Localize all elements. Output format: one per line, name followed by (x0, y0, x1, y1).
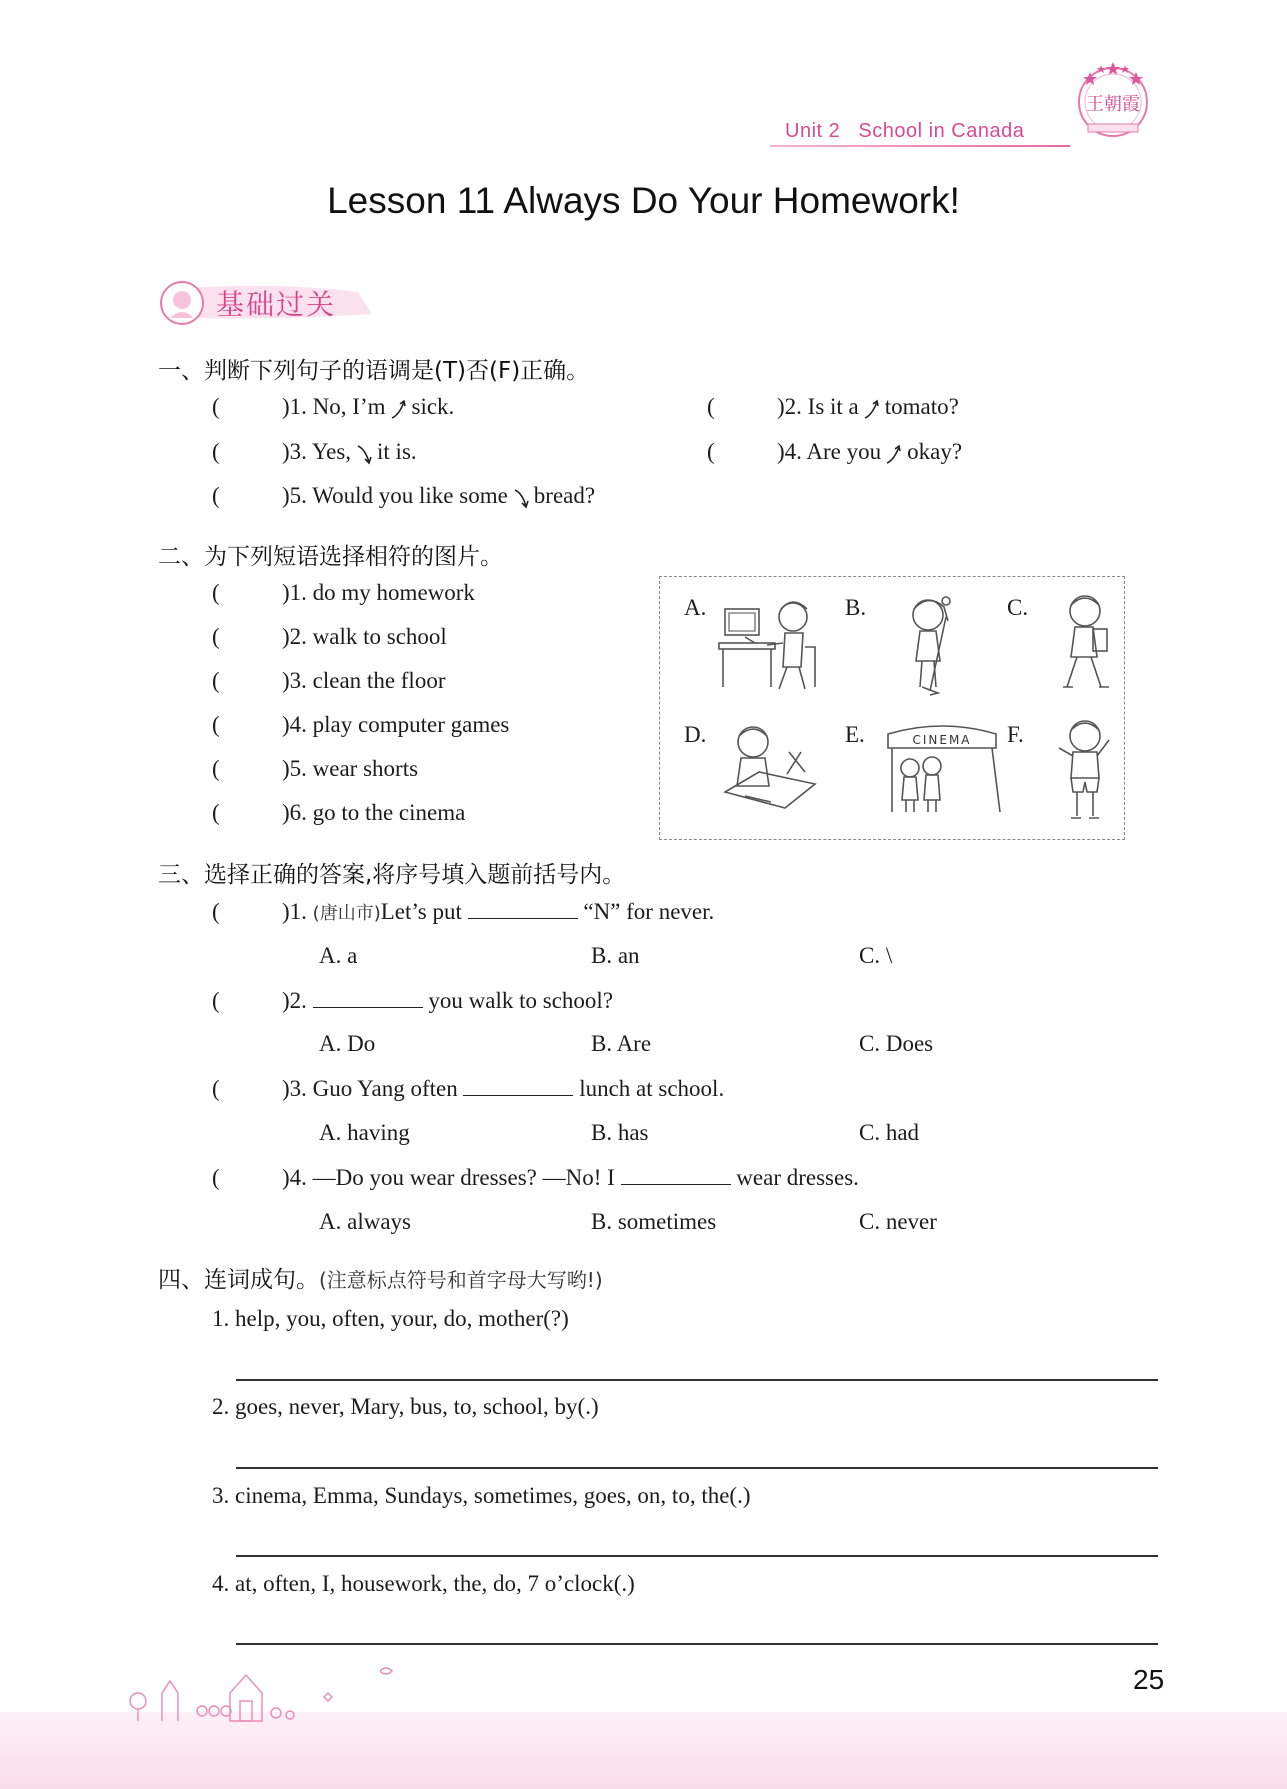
pic-label-d: D. (684, 722, 707, 747)
part3-q4-option-c: C. never (859, 1209, 937, 1234)
answer-line-3[interactable] (236, 1555, 1158, 1557)
boy-shorts-icon (1045, 712, 1125, 827)
part3-q2-option-a: A. Do (319, 1031, 376, 1056)
pic-label-f: F. (1007, 722, 1024, 747)
part3-q2-option-b: B. Are (591, 1031, 652, 1056)
page-number: 25 (1133, 1664, 1165, 1695)
cinema-icon (878, 712, 1008, 822)
part4-heading (158, 1261, 603, 1294)
answer-blank[interactable] (621, 1164, 731, 1185)
part3-q1-option-a: A. a (319, 943, 358, 968)
publisher-logo-icon (1072, 58, 1154, 140)
rising-arrow-icon (884, 442, 904, 466)
part2-item-3: ( )3. clean the floor (212, 668, 446, 693)
town-decoration-icon (118, 1655, 418, 1725)
part3-question-1: ( )1. (唐山市)Let’s put “N” for never. (212, 899, 715, 924)
part1-item-3: ( )3. Yes, it is. (212, 439, 417, 464)
pic-label-b: B. (845, 595, 867, 620)
logo-text: 王朝霞 (1086, 94, 1140, 115)
unit-number: Unit 2 (785, 120, 841, 142)
part4-note: (注意标点符号和首字母大写哟!) (319, 1268, 603, 1292)
girl-sweeping-icon (890, 587, 980, 697)
part3-q3-option-a: A. having (319, 1120, 410, 1145)
part1-item-4: ( )4. Are you okay? (707, 439, 963, 464)
unit-title: School in Canada (858, 120, 1025, 142)
part2-heading: 二、为下列短语选择相符的图片。 (158, 544, 503, 570)
part3-q4-option-b: B. sometimes (591, 1209, 717, 1234)
part3-q2-option-c: C. Does (859, 1031, 934, 1056)
part3-heading: 三、选择正确的答案,将序号填入题前括号内。 (158, 862, 626, 888)
part3-q3-option-b: B. has (591, 1120, 649, 1145)
pic-label-a: A. (684, 595, 707, 620)
answer-line-4[interactable] (236, 1643, 1158, 1645)
section-label: 基础过关 (216, 288, 337, 321)
picture-box (659, 576, 1125, 840)
header-rule (770, 145, 1070, 147)
unit-header (785, 120, 1024, 143)
answer-line-2[interactable] (236, 1467, 1158, 1469)
falling-arrow-icon (354, 442, 374, 466)
falling-arrow-icon (511, 486, 531, 510)
part2-item-1: ( )1. do my homework (212, 580, 475, 605)
part3-q1-option-b: B. an (591, 943, 640, 968)
part4-heading-text: 四、连词成句。 (158, 1267, 319, 1293)
part4-item-1: 1. help, you, often, your, do, mother(?) (212, 1306, 569, 1331)
answer-line-1[interactable] (236, 1379, 1158, 1381)
answer-blank[interactable] (468, 898, 578, 919)
part1-item-1: ( )1. No, I’m sick. (212, 394, 455, 419)
part3-q1-option-c: C. \ (859, 943, 893, 968)
page-title: Lesson 11 Always Do Your Homework! (327, 180, 960, 221)
part3-question-4: ( )4. —Do you wear dresses? —No! I wear dresses. (212, 1165, 859, 1190)
boy-computer-icon (715, 587, 825, 697)
part1-item-2: ( )2. Is it a tomato? (707, 394, 959, 419)
answer-blank[interactable] (463, 1075, 573, 1096)
part2-item-5: ( )5. wear shorts (212, 756, 419, 781)
pic-label-e: E. (845, 722, 865, 747)
cinema-sign-text: CINEMA (912, 733, 972, 747)
part2-item-4: ( )4. play computer games (212, 712, 510, 737)
boy-walking-icon (1045, 587, 1125, 697)
pic-label-c: C. (1007, 595, 1029, 620)
part2-item-2: ( )2. walk to school (212, 624, 447, 649)
part3-q3-option-c: C. had (859, 1120, 920, 1145)
boy-homework-icon (715, 712, 825, 822)
part4-item-3: 3. cinema, Emma, Sundays, sometimes, goes, on, to, the(.) (212, 1483, 751, 1508)
part1-heading: 一、判断下列句子的语调是(T)否(F)正确。 (158, 358, 590, 384)
answer-blank[interactable] (313, 987, 423, 1008)
part3-question-2: ( )2. you walk to school? (212, 988, 614, 1013)
rising-arrow-icon (862, 397, 882, 421)
part2-item-6: ( )6. go to the cinema (212, 800, 466, 825)
part3-q4-option-a: A. always (319, 1209, 411, 1234)
part3-question-3: ( )3. Guo Yang often lunch at school. (212, 1076, 725, 1101)
part4-item-2: 2. goes, never, Mary, bus, to, school, by(.) (212, 1394, 599, 1419)
part1-item-5: ( )5. Would you like some bread? (212, 483, 596, 508)
part4-item-4: 4. at, often, I, housework, the, do, 7 o’clock(.) (212, 1571, 635, 1596)
rising-arrow-icon (389, 397, 409, 421)
